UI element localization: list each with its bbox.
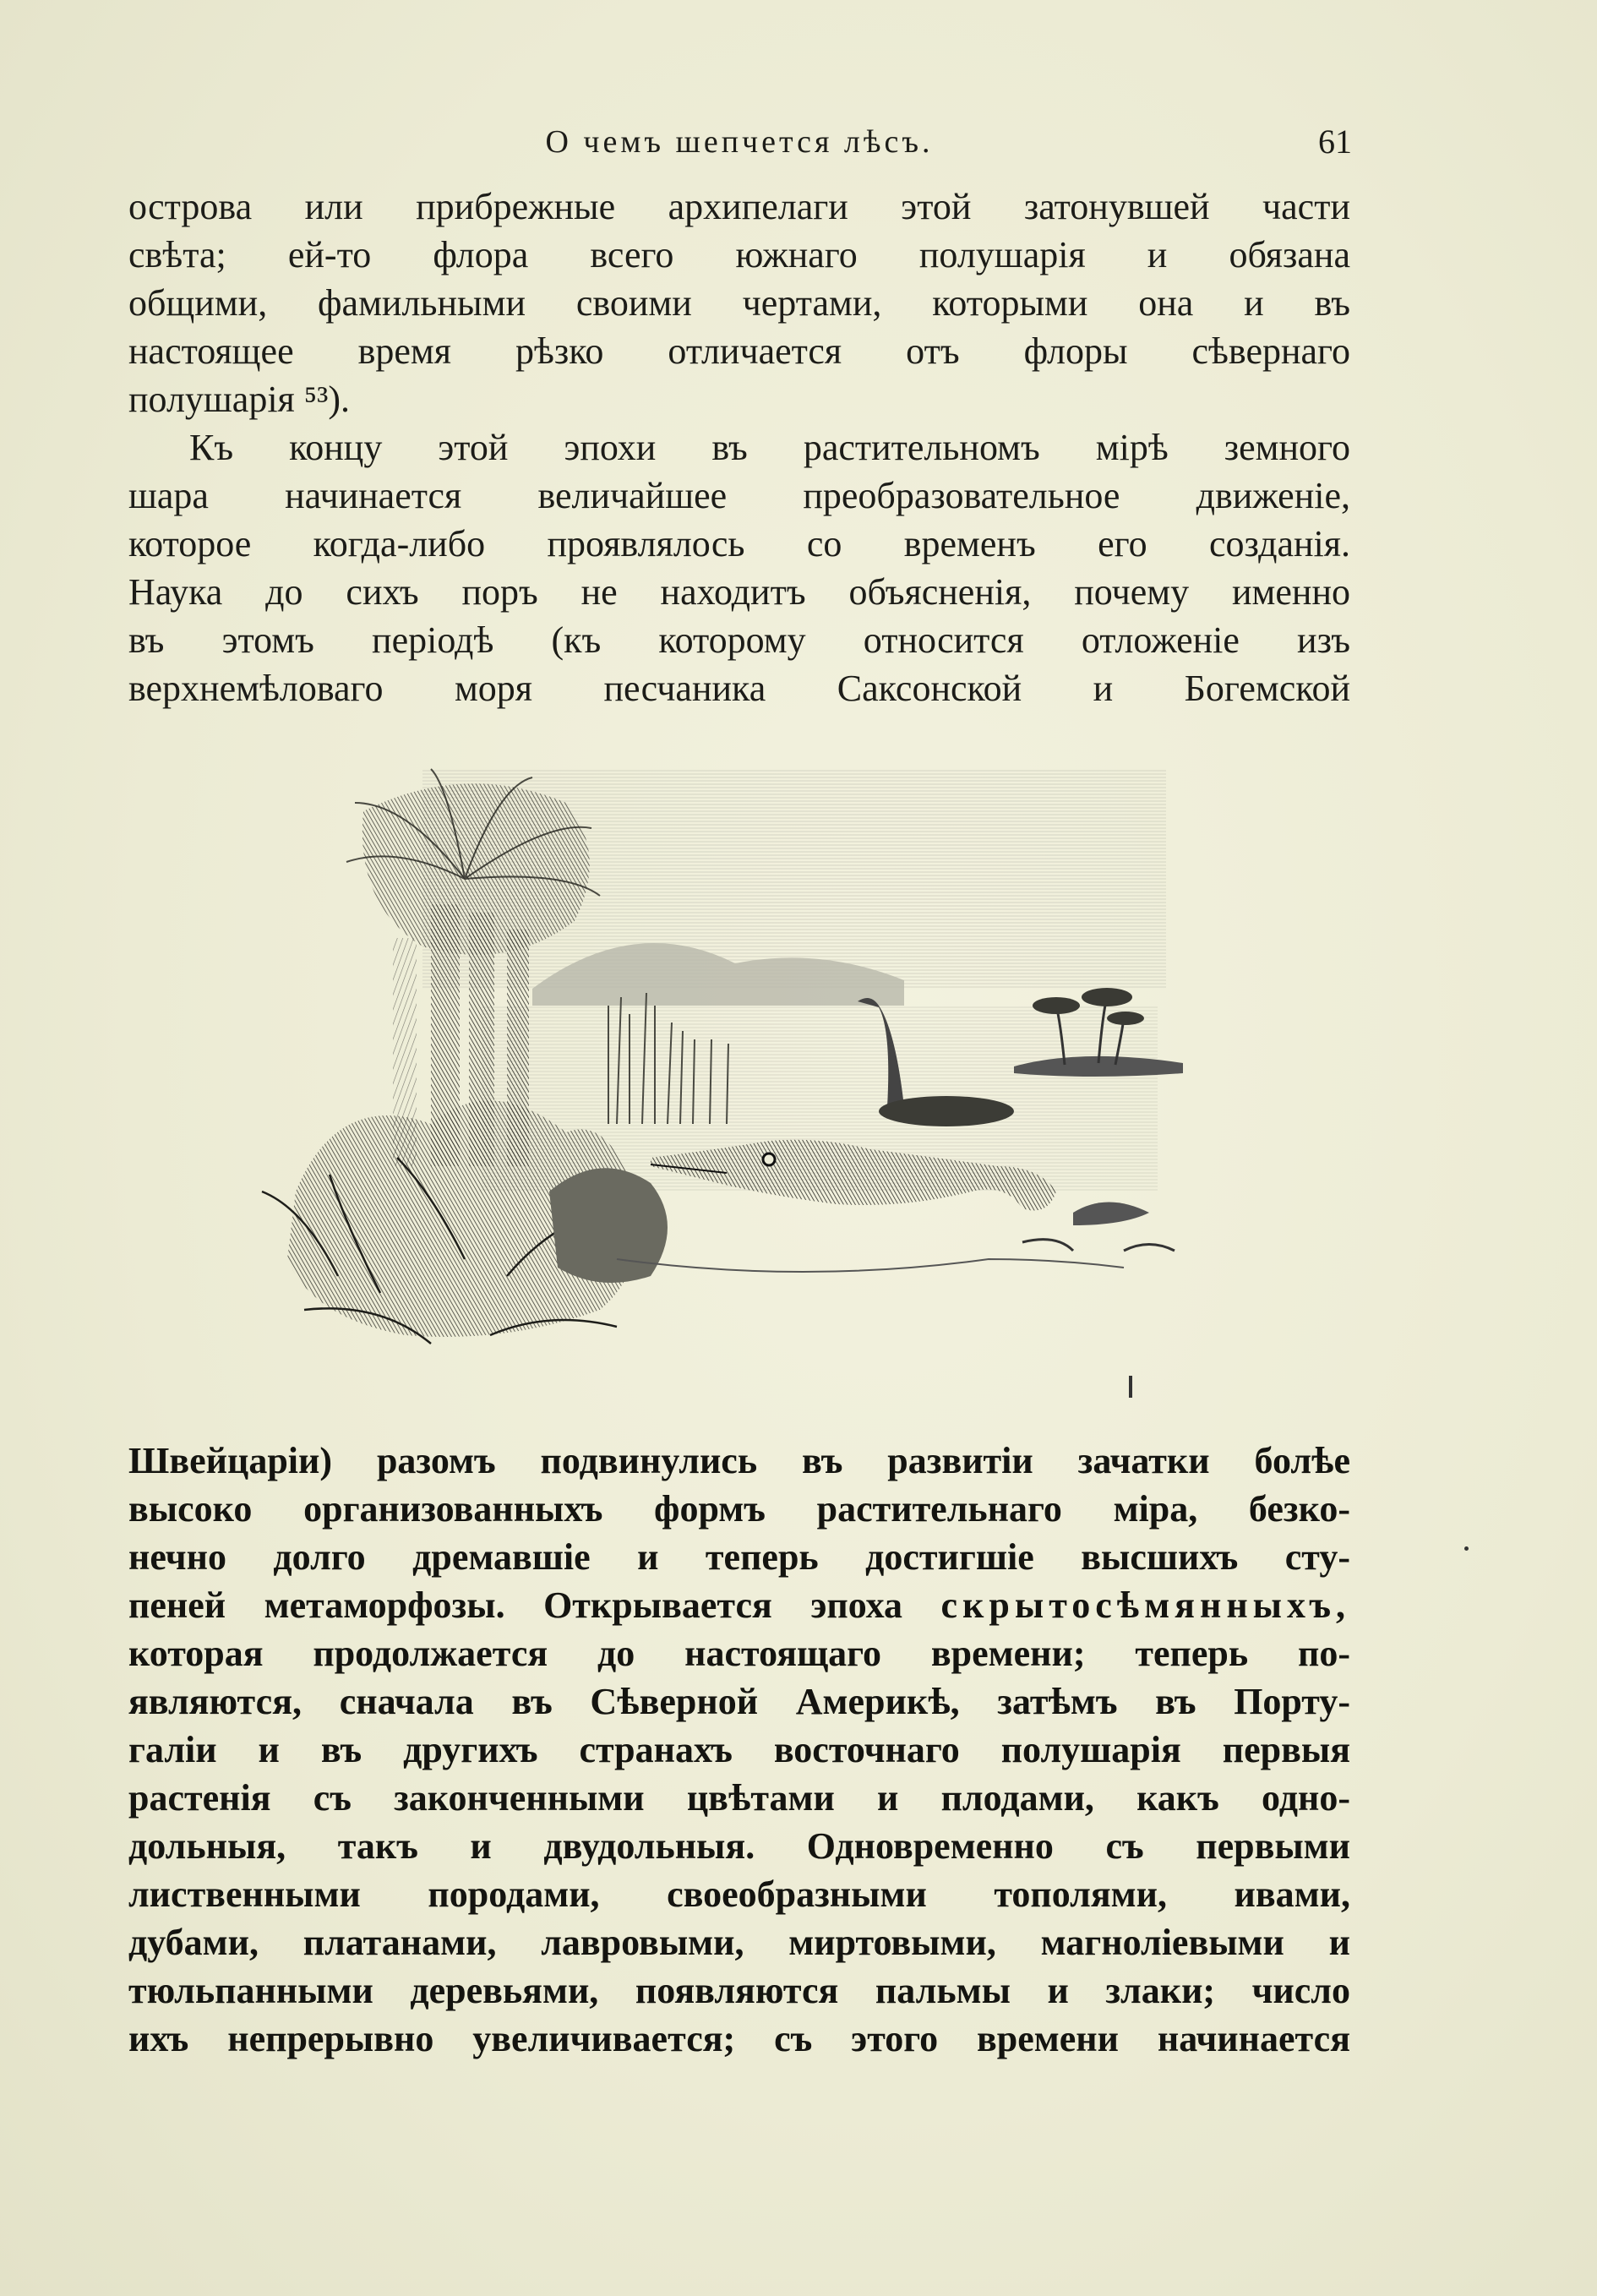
text-line: высоко организованныхъ формъ растительнаго міра, безко-	[128, 1488, 1350, 1530]
emphasized-term: скрытосѣмянныхъ,	[940, 1584, 1350, 1626]
text-line	[128, 1581, 1350, 1629]
text-line: острова или прибрежные архипелаги этой затонувшей части	[128, 186, 1350, 227]
text-line: общими, фамильными своими чертами, которыми она и въ	[128, 282, 1350, 324]
text-line: галіи и въ другихъ странахъ восточнаго полушарія первыя	[128, 1729, 1350, 1770]
text-line: Наука до сихъ поръ не находитъ объясненія, почему именно	[128, 571, 1350, 613]
text-line: которая продолжается до настоящаго времени; теперь по-	[128, 1633, 1350, 1674]
creature-eye	[763, 1153, 775, 1165]
engraving-svg	[211, 752, 1267, 1394]
rock	[549, 1168, 668, 1283]
text-line: Швейцаріи) разомъ подвинулись въ развитіи зачатки болѣе	[128, 1440, 1350, 1481]
splash	[1073, 1203, 1149, 1226]
text-line: растенія съ законченными цвѣтами и плодами, какъ одно-	[128, 1777, 1350, 1819]
text-line: лиственными породами, своеобразными тополями, ивами,	[128, 1873, 1350, 1915]
text-line: которое когда-либо проявлялось со временъ его созданія.	[128, 523, 1350, 564]
plesiosaur-body	[879, 1096, 1014, 1126]
ripple	[1022, 1240, 1073, 1251]
print-speck	[1129, 1376, 1132, 1398]
running-title: О чемъ шепчется лѣсъ.	[545, 124, 934, 160]
text-line: являются, сначала въ Сѣверной Америкѣ, затѣмъ въ Порту-	[128, 1681, 1350, 1722]
page-number: 61	[1318, 123, 1352, 161]
text-line: Къ концу этой эпохи въ растительномъ мірѣ земного	[189, 427, 1350, 468]
ripple	[1124, 1245, 1175, 1252]
text-line: верхнемѣловаго моря песчаника Саксонской и Богемской	[128, 668, 1350, 709]
text-line: полушарія ⁵³).	[128, 379, 350, 420]
text-line: нечно долго дремавшіе и теперь достигшіе высшихъ сту-	[128, 1536, 1350, 1578]
text-block-top	[128, 183, 1350, 712]
shoreline	[617, 1259, 1124, 1272]
text-line: ихъ непрерывно увеличивается; съ этого времени начинается	[128, 2018, 1350, 2059]
text-line: шара начинается величайшее преобразовательное движеніе,	[128, 475, 1350, 516]
text-line: въ этомъ періодѣ (къ которому относится отложеніе изъ	[128, 619, 1350, 661]
text-line: дольныя, такъ и двудольныя. Одновременно съ первыми	[128, 1825, 1350, 1867]
text-line: настоящее время рѣзко отличается отъ флоры сѣвернаго	[128, 330, 1350, 372]
page-header	[127, 117, 1352, 167]
text-line: дубами, платанами, лавровыми, миртовыми, магноліевыми и	[128, 1922, 1350, 1963]
text-block-bottom	[128, 1437, 1350, 2063]
cretaceous-landscape-illustration	[211, 752, 1267, 1394]
print-speck	[1464, 1546, 1469, 1551]
text-line: свѣта; ей-то флора всего южнаго полушарія и обязана	[128, 234, 1350, 275]
text-fragment: пеней метаморфозы. Открывается эпоха	[128, 1584, 903, 1626]
text-line: тюльпанными деревьями, появляются пальмы и злаки; число	[128, 1970, 1350, 2011]
